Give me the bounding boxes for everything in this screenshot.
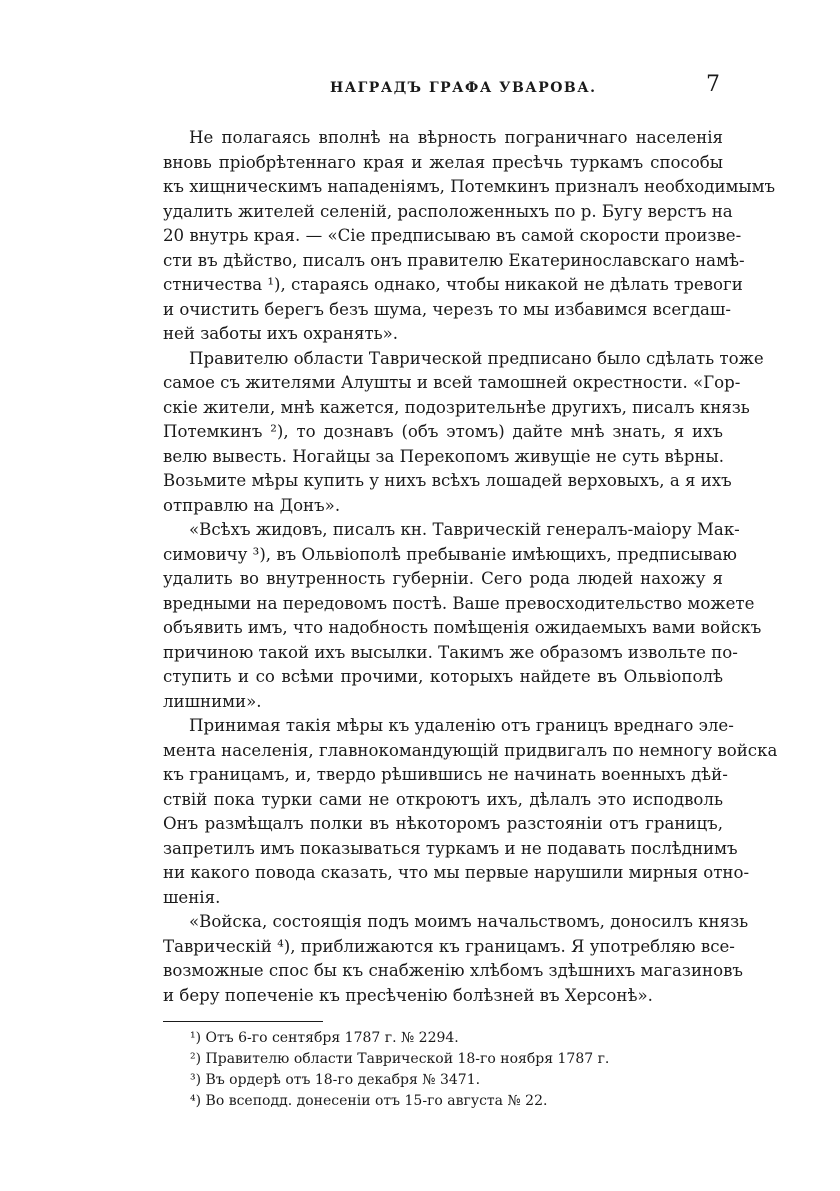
text-line: Таврическій ⁴), приближаются къ границамъ. Я употребляю все- (163, 936, 735, 956)
text-line: къ границамъ, и, твердо рѣшившись не начинать военныхъ дѣй- (163, 765, 728, 784)
footnote-mark: ²) (190, 1051, 202, 1067)
footnote-text: Во всеподд. донесеніи отъ 15-го августа № 22. (205, 1093, 548, 1109)
page-number: 7 (706, 72, 720, 97)
footnote-mark: ¹) (190, 1030, 202, 1046)
body-text (163, 126, 778, 1008)
text-line: симовичу ³), въ Ольвіополѣ пребываніе имѣющихъ, предписываю (163, 544, 737, 564)
text-line: удалить жителей селеній, расположенныхъ по р. Бугу верстъ на (163, 201, 733, 221)
text-line: мента населенія, главнокомандующій придвигалъ по немногу войска (163, 740, 778, 760)
text-line: сти въ дѣйство, писалъ онъ правителю Екатеринославскаго намѣ- (163, 250, 745, 270)
text-line: удалить во внутренность губерніи. Сего рода людей нахожу я (163, 569, 723, 588)
footnote-mark: ³) (190, 1072, 202, 1088)
text-line: ствій пока турки сами не откроютъ ихъ, дѣлалъ это исподволь (163, 789, 723, 809)
text-line: Потемкинъ ²), то дознавъ (объ этомъ) дайте мнѣ знать, я ихъ (163, 422, 723, 441)
text-line: самое съ жителями Алушты и всей тамошней окрестности. «Гор- (163, 373, 741, 392)
footnote (190, 1028, 609, 1049)
text-line: Не полагаясь вполнѣ на вѣрность пограничнаго населенія (189, 128, 723, 147)
text-line: «Всѣхъ жидовъ, писалъ кн. Таврическій генералъ-маіору Мак- (189, 520, 740, 539)
footnote-text: Отъ 6-го сентября 1787 г. № 2294. (205, 1030, 459, 1046)
running-title: НАГРАДЪ ГРАФА УВАРОВА. (330, 80, 597, 96)
text-line: возможные спос бы къ снабженію хлѣбомъ здѣшнихъ магазиновъ (163, 961, 743, 980)
text-line: причиною такой ихъ высылки. Такимъ же образомъ извольте по- (163, 642, 738, 662)
text-line: скіе жители, мнѣ кажется, подозрительнѣе другихъ, писалъ князь (163, 397, 750, 417)
text-line: объявить имъ, что надобность помѣщенія ожидаемыхъ вами войскъ (163, 618, 762, 637)
text-line: запретилъ имъ показываться туркамъ и не подавать послѣднимъ (163, 838, 738, 858)
footnote-mark: ⁴) (190, 1093, 202, 1109)
text-line: ней заботы ихъ охранять». (163, 324, 399, 343)
footnote-text: Правителю области Таврической 18-го ноября 1787 г. (205, 1051, 610, 1067)
text-line: и очистить берегъ безъ шума, черезъ то мы избавимся всегдаш- (163, 299, 731, 319)
text-line: Принимая такія мѣры къ удаленію отъ границъ вреднаго эле- (189, 716, 734, 735)
text-line: 20 внутрь края. — «Сіе предписываю въ самой скорости произве- (163, 226, 742, 245)
text-line: Правителю области Таврической предписано было сдѣлать тоже (189, 348, 764, 368)
text-line: ступить и со всѣми прочими, которыхъ найдете въ Ольвіополѣ (163, 667, 723, 686)
text-line: «Войска, состоящія подъ моимъ начальствомъ, доносилъ князь (189, 912, 749, 931)
text-line: Онъ размѣщалъ полки въ нѣкоторомъ разстояніи отъ границъ, (163, 814, 723, 833)
text-line: стничества ¹), стараясь однако, чтобы никакой не дѣлать тревоги (163, 275, 743, 294)
text-line: къ хищническимъ нападеніямъ, Потемкинъ призналъ необходимымъ (163, 177, 776, 196)
footnote (190, 1070, 609, 1091)
text-line: отправлю на Донъ». (163, 495, 341, 515)
footnote (190, 1091, 609, 1112)
text-line: лишними». (163, 691, 262, 711)
text-line: велю вывесть. Ногайцы за Перекопомъ живущіе не суть вѣрны. (163, 446, 725, 466)
text-line: шенія. (163, 887, 221, 907)
footnotes (190, 1028, 609, 1112)
text-line: Возьмите мѣры купить у нихъ всѣхъ лошадей верховыхъ, а я ихъ (163, 471, 732, 490)
text-line: вновь пріобрѣтеннаго края и желая пресѣчь туркамъ способы (163, 152, 723, 172)
footnote-text: Въ ордерѣ отъ 18-го декабря № 3471. (205, 1072, 481, 1088)
text-line: вредными на передовомъ постѣ. Ваше превосходительство можете (163, 593, 755, 613)
text-line: ни какого повода сказать, что мы первые нарушили мирныя отно- (163, 863, 750, 882)
footnote-rule (163, 1021, 323, 1022)
footnote (190, 1049, 609, 1070)
text-line: и беру попеченіе къ пресѣченію болѣзней въ Херсонѣ». (163, 985, 653, 1005)
